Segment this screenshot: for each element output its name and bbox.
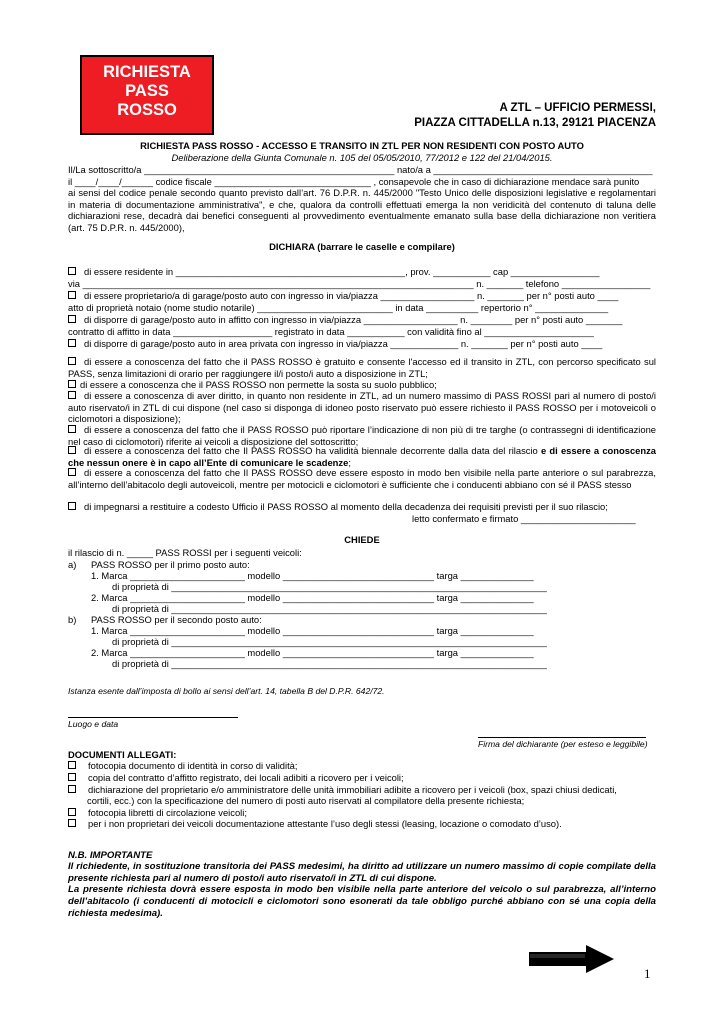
chiede-b-label: b) xyxy=(68,614,77,625)
dichiara-p4: di essere a conoscenza del fatto che il PASS ROSSO può riportare l’indicazione di non più di tre targhe (o contrassegni di identificazione nel caso di ciclomotori) riferite ai veicoli a disposizione del sottoscritto; xyxy=(68,424,656,447)
checkbox-icon[interactable] xyxy=(68,267,76,275)
checkbox-icon[interactable] xyxy=(68,380,76,388)
dichiara-address: via ___________________________________________________________________________ n. _______ telefono _________________ xyxy=(68,278,651,289)
dichiara-deed: atto di proprietà notaio (nome studio notarile) __________________________ in data __________ repertorio n° ______________ xyxy=(68,302,609,313)
owner-1a: di proprietà di ________________________________________________________________________ xyxy=(112,581,547,592)
chiede-a-text: PASS ROSSO per il primo posto auto: xyxy=(91,559,250,570)
chiede-b-text: PASS ROSSO per il secondo posto auto: xyxy=(91,614,262,625)
arrow-right-icon xyxy=(528,944,616,974)
firma-line xyxy=(478,737,646,738)
recipient-line-2: PIAZZA CITTADELLA n.13, 29121 PIACENZA xyxy=(414,117,656,129)
luogo-line xyxy=(68,717,238,718)
badge-line-3: ROSSO xyxy=(117,101,177,119)
chiede-a-label: a) xyxy=(68,559,77,570)
dichiara-heading: DICHIARA (barrare le caselle e compilare) xyxy=(269,241,455,252)
dichiara-p6: di essere a conoscenza del fatto che Il PASS ROSSO deve essere esposto in modo ben visibile nella parte anteriore o sul parabrezza, all’interno dell’abitacolo degli autoveicoli, mentre per motocicli e ciclomotori è sufficiente che i conducenti abbiano con sé il PASS stesso xyxy=(68,467,656,490)
allegato-item-continued: cortili, ecc.) con la specificazione del numero di posti auto riservati al compilatore della presente richiesta; xyxy=(87,795,525,806)
firma-label: Firma del dichiarante (per esteso e leggibile) xyxy=(478,739,648,749)
dichiara-p7: di impegnarsi a restituire a codesto Ufficio il PASS ROSSO al momento della decadenza dei requisiti previsti per il suo rilascio; xyxy=(68,501,656,513)
owner-2b: di proprietà di ________________________________________________________________________ xyxy=(112,658,547,669)
intro-paragraph: ai sensi del codice penale secondo quanto previsto dall’art. 76 D.P.R. n. 445/2000 "Testo Unico delle disposizioni legislative e regolamentari in materia di documentazione amministrativa", e che, qualora da controlli effettuati emerga la non veridicità del contenuto di taluna delle dichiarazioni rese, decadrà dai benefici conseguenti al provvedimento eventualmente emanato sulla base della dichiarazione non veritiera (art. 75 D.P.R. n. 445/2000), xyxy=(68,187,656,233)
signature-confirm: letto confermato e firmato ______________________ xyxy=(412,513,636,524)
dichiara-p1: di essere a conoscenza del fatto che il PASS ROSSO è gratuito e consente l'accesso ed il transito in ZTL, con percorso specificato sul PASS, senza limitazioni di orario per raggiungere il/i posto/i auto a disposizione in ZTL; xyxy=(68,356,656,379)
dichiara-contract: contratto di affitto in data ___________________ registrato in data ___________ con validità fino al _____________________ xyxy=(68,326,594,337)
vehicle-1b: 1. Marca ______________________ modello _____________________________ targa ______________ xyxy=(91,625,534,636)
dichiara-p2: di essere a conoscenza che il PASS ROSSO non permette la sosta su suolo pubblico; xyxy=(68,379,656,391)
document-title: RICHIESTA PASS ROSSO - ACCESSO E TRANSITO IN ZTL PER NON RESIDENTI CON POSTO AUTO xyxy=(140,140,584,151)
allegato-item: dichiarazione del proprietario e/o amministratore delle unità immobiliari adibite a ricovero per i veicoli (box, spazi chiusi dedicati, xyxy=(68,784,617,796)
dichiara-owner: di essere proprietario/a di garage/posto auto con ingresso in via/piazza __________________ n. _______ per n° posti auto ____ xyxy=(68,290,618,302)
document-subtitle: Deliberazione della Giunta Comunale n. 105 del 05/05/2010, 77/2012 e 122 del 21/04/2015. xyxy=(171,152,553,163)
owner-1b: di proprietà di ________________________________________________________________________ xyxy=(112,636,547,647)
checkbox-icon[interactable] xyxy=(68,357,76,365)
intro-line-2: il ____/____/______ codice fiscale ______________________________ , consapevole che in caso di dichiarazione mendace sarà punito xyxy=(68,176,640,187)
allegati-heading: DOCUMENTI ALLEGATI: xyxy=(68,749,177,760)
intro-line-1: Il/La sottoscritto/a ________________________________________________ nato/a a __________________________________________ xyxy=(68,164,653,175)
nb-paragraph-2: La presente richiesta dovrà essere esposta in modo ben visibile nella parte anteriore del veicolo o sul parabrezza, all’interno dell’abitacolo (i conducenti di motocicli e ciclomotori sono esonerati da tale obbligo purché abbiano con sé una copia della richiesta medesima). xyxy=(68,884,656,919)
checkbox-icon[interactable] xyxy=(68,761,76,769)
badge-line-1: RICHIESTA xyxy=(103,63,191,81)
checkbox-icon[interactable] xyxy=(68,808,76,816)
nb-heading: N.B. IMPORTANTE xyxy=(68,850,153,861)
allegato-item: fotocopia documento di identità in corso di validità; xyxy=(68,760,298,772)
dichiara-p3: di essere a conoscenza di aver diritto, in quanto non residente in ZTL, ad un numero massimo di PASS ROSSI pari al numero di posto/i auto riservato/i in ZTL di cui dispone (nel caso si disponga di idoneo posto riservato può essere richiesto il PASS ROSSO per i motoveicoli o ciclomotori a disposizione); xyxy=(68,390,656,425)
allegato-item: copia del contratto d’affitto registrato, dei locali adibiti a ricovero per i veicoli; xyxy=(68,772,404,784)
recipient-line-1: A ZTL – UFFICIO PERMESSI, xyxy=(499,102,656,114)
allegato-item: per i non proprietari dei veicoli documentazione attestante l’uso degli stessi (leasing, locazione o comodato d’uso). xyxy=(68,818,562,830)
checkbox-icon[interactable] xyxy=(68,502,76,510)
checkbox-icon[interactable] xyxy=(68,468,76,476)
checkbox-icon[interactable] xyxy=(68,819,76,827)
chiede-rilascio: il rilascio di n. _____ PASS ROSSI per i seguenti veicoli: xyxy=(68,547,302,558)
badge-line-2: PASS xyxy=(125,82,169,100)
nb-paragraph-1: Il richiedente, in sostituzione transitoria dei PASS medesimi, ha diritto ad utilizzare un numero massimo di copie compilate della presente richiesta pari al numero di posto/i auto riservato/i in ZTL di cui dispone. xyxy=(68,861,656,884)
checkbox-icon[interactable] xyxy=(68,425,76,433)
luogo-label: Luogo e data xyxy=(68,719,119,729)
owner-2a: di proprietà di ________________________________________________________________________ xyxy=(112,603,547,614)
dichiara-private: di disporre di garage/posto auto in area privata con ingresso in via/piazza _____________ n. _______ per n° posti auto ____ xyxy=(68,338,602,350)
checkbox-icon[interactable] xyxy=(68,315,76,323)
vehicle-2b: 2. Marca ______________________ modello _____________________________ targa ______________ xyxy=(91,647,534,658)
chiede-heading: CHIEDE xyxy=(344,534,380,545)
checkbox-icon[interactable] xyxy=(68,291,76,299)
vehicle-1a: 1. Marca ______________________ modello _____________________________ targa ______________ xyxy=(91,570,534,581)
checkbox-icon[interactable] xyxy=(68,339,76,347)
pass-rosso-badge xyxy=(80,55,214,135)
bollo-note: Istanza esente dall’imposta di bollo ai sensi dell’art. 14, tabella B del D.P.R. 642/72. xyxy=(68,686,385,696)
checkbox-icon[interactable] xyxy=(68,773,76,781)
dichiara-rent: di disporre di garage/posto auto in affitto con ingresso in via/piazza __________________ n. ________ per n° posti auto _______ xyxy=(68,314,622,326)
checkbox-icon[interactable] xyxy=(68,785,76,793)
recipient-address xyxy=(414,101,656,131)
vehicle-2a: 2. Marca ______________________ modello _____________________________ targa ______________ xyxy=(91,592,534,603)
allegato-item: fotocopia libretti di circolazione veicoli; xyxy=(68,807,247,819)
dichiara-p5: di essere a conoscenza del fatto che Il PASS ROSSO ha validità biennale decorrente dalla data del rilascio e di essere a conoscenza che nessun onere è in capo all’Ente di comunicare le scadenze; xyxy=(68,445,657,468)
checkbox-icon[interactable] xyxy=(68,391,76,399)
dichiara-residence: di essere residente in ____________________________________________, prov. ___________ cap _________________ xyxy=(68,266,599,278)
checkbox-icon[interactable] xyxy=(68,446,76,454)
page-number: 1 xyxy=(644,966,651,981)
